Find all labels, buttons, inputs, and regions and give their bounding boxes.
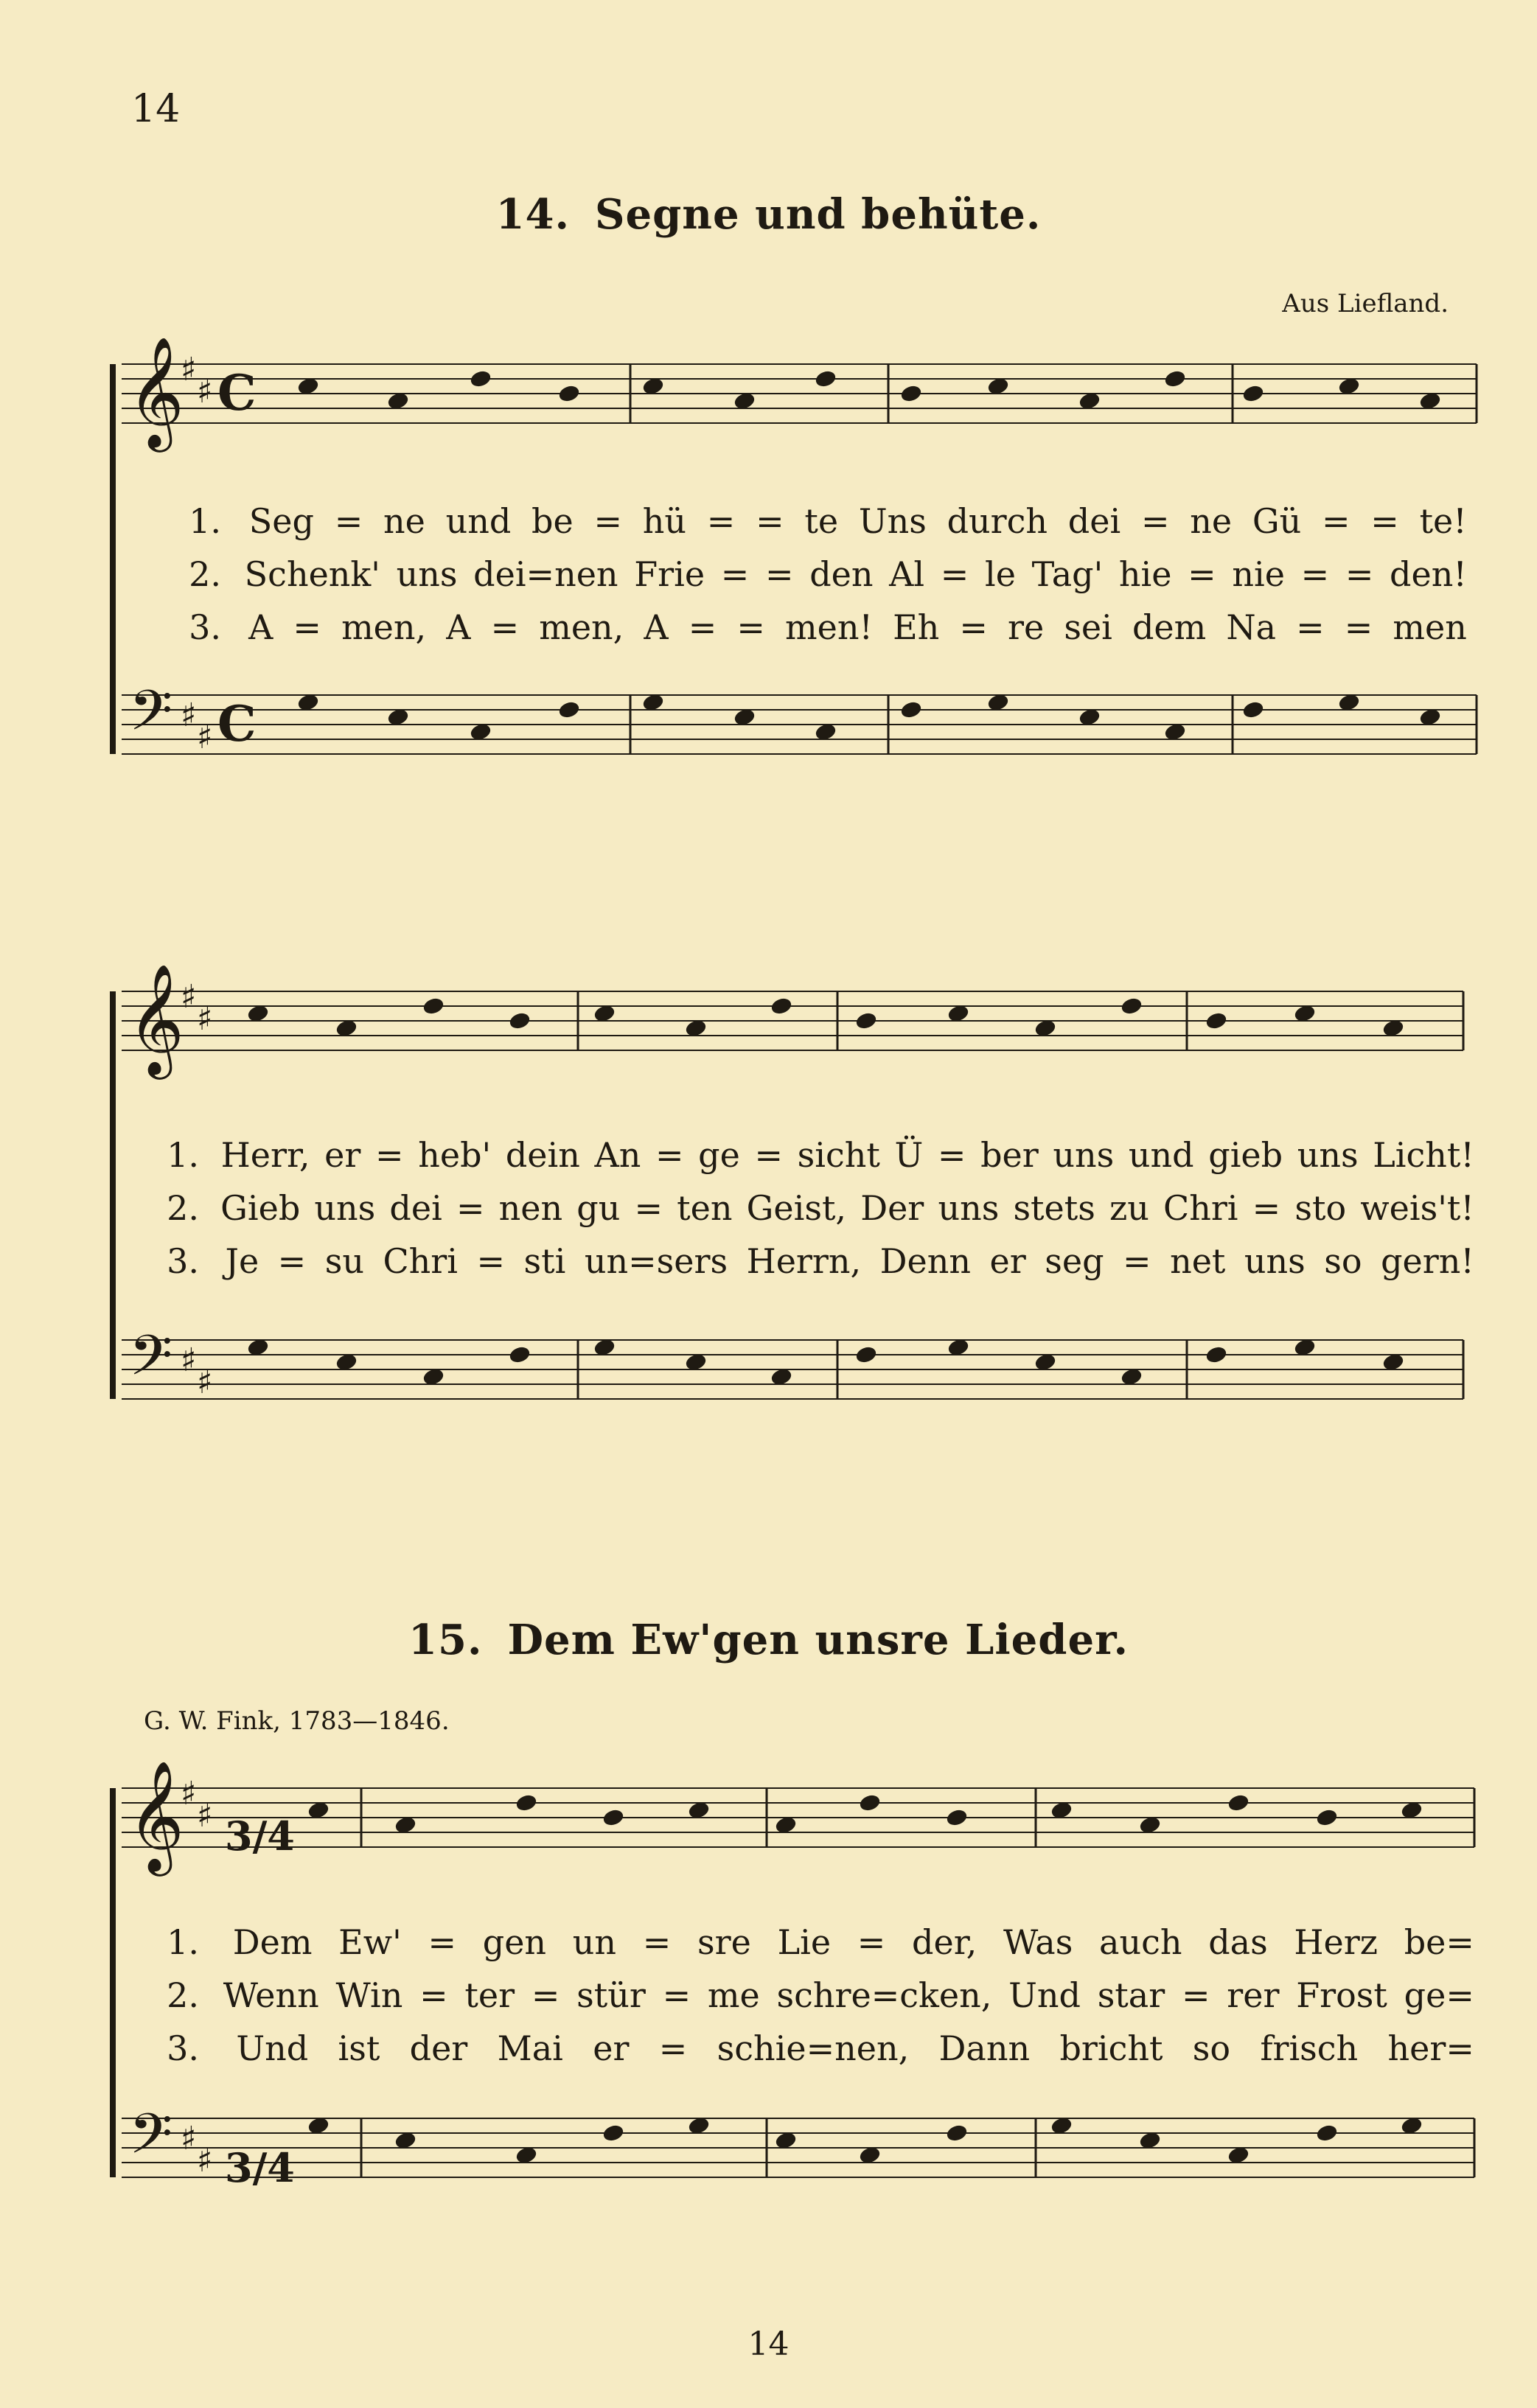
lyric-syllable: gern! <box>1381 1241 1474 1281</box>
note-head <box>516 2146 537 2163</box>
lyric-syllable: = <box>756 501 784 541</box>
lyric-syllable: nen <box>498 1188 563 1228</box>
lyric-syllable: Lie <box>777 1922 832 1962</box>
lyric-syllable: uns <box>1297 1135 1359 1175</box>
sharp-icon: ♯ <box>181 1775 197 1812</box>
lyric-syllable: Seg <box>248 501 314 541</box>
note-head <box>1401 2117 1422 2134</box>
lyric-syllable: = <box>857 1922 886 1962</box>
hymn-14-title-text: Segne und behüte. <box>595 190 1042 239</box>
lyric-syllable: = <box>1140 501 1170 541</box>
note-head <box>423 997 444 1014</box>
note-head <box>947 2124 967 2141</box>
note-head <box>308 1801 329 1818</box>
lyric-syllable: A <box>644 607 669 647</box>
note-head <box>1121 997 1142 1014</box>
note-head <box>1401 1801 1422 1818</box>
note-head <box>901 385 921 402</box>
note-head <box>594 1005 615 1022</box>
note-head <box>603 1809 624 1826</box>
lyric-syllable: uns <box>1053 1135 1115 1175</box>
lyric-syllable: ne <box>383 501 425 541</box>
lyric-syllable: den <box>809 554 874 594</box>
lyric-syllable: weis't! <box>1360 1188 1474 1228</box>
note-head <box>603 2124 624 2141</box>
lyric-syllable: = <box>634 1188 663 1228</box>
lyric-syllable: = <box>736 607 765 647</box>
lyric-syllable: te! <box>1419 501 1467 541</box>
lyric-syllable: = <box>1344 607 1373 647</box>
lyric-syllable: gu <box>576 1188 621 1228</box>
lyric-syllable: men <box>1393 607 1467 647</box>
note-head <box>1206 1012 1227 1029</box>
verse-number: 2. <box>167 1975 199 2015</box>
lyric-syllable: = <box>375 1135 404 1175</box>
sharp-icon: ♯ <box>181 978 197 1016</box>
lyric-syllable: = <box>940 554 969 594</box>
lyric-syllable: Mai <box>497 2028 563 2068</box>
lyric-syllable: durch <box>947 501 1048 541</box>
lyric-syllable: = <box>937 1135 966 1175</box>
lyric-syllable: ge= <box>1404 1975 1474 2015</box>
sharp-icon: ♯ <box>197 373 213 411</box>
note-head <box>1228 2146 1249 2163</box>
note-head <box>1243 701 1264 718</box>
lyric-syllable: Tag' <box>1031 554 1104 594</box>
lyric-syllable: nie <box>1232 554 1285 594</box>
lyric-syllable: Je <box>225 1241 259 1281</box>
score-staves <box>113 335 1477 2180</box>
lyric-syllable: = <box>754 1135 784 1175</box>
lyric-syllable: un <box>572 1922 617 1962</box>
bass-clef-icon: 𝄢 <box>129 2101 173 2180</box>
note-head <box>1383 1353 1404 1370</box>
lyric-syllable: = <box>959 607 988 647</box>
lyric-syllable: er <box>324 1135 361 1175</box>
lyric-syllable: = <box>428 1922 457 1962</box>
lyric-syllable: seg <box>1045 1241 1104 1281</box>
lyric-syllable: Na <box>1226 607 1277 647</box>
sharp-icon: ♯ <box>181 2120 197 2157</box>
note-head <box>1140 2132 1160 2149</box>
note-head <box>298 694 318 711</box>
note-head <box>423 1368 444 1385</box>
lyric-syllable: Was <box>1003 1922 1073 1962</box>
lyric-syllable: Herz <box>1294 1922 1378 1962</box>
lyric-syllable: den! <box>1390 554 1467 594</box>
lyric-syllable: Win <box>335 1975 403 2015</box>
note-head <box>470 723 491 740</box>
lyric-syllable: men! <box>785 607 873 647</box>
lyric-syllable: An <box>594 1135 641 1175</box>
lyric-syllable: Eh <box>893 607 940 647</box>
note-head <box>686 1019 706 1036</box>
lyric-syllable: = <box>1370 501 1399 541</box>
treble-clef-icon: 𝄞 <box>128 335 184 447</box>
verse-number: 3. <box>167 1241 199 1281</box>
verse-number: 1. <box>167 1135 199 1175</box>
lyric-syllable: = <box>1252 1188 1281 1228</box>
lyric-syllable: = <box>688 607 717 647</box>
note-head <box>860 2146 880 2163</box>
lyric-syllable: schre=cken, <box>776 1975 992 2015</box>
note-head <box>948 1005 969 1022</box>
lyric-syllable: schie=nen, <box>717 2028 910 2068</box>
lyric-syllable: dei <box>389 1188 442 1228</box>
lyric-syllable: er <box>989 1241 1026 1281</box>
lyric-syllable: er <box>593 2028 630 2068</box>
note-head <box>1079 708 1100 725</box>
lyric-syllable: gen <box>482 1922 547 1962</box>
lyric-syllable: = <box>1188 554 1216 594</box>
note-head <box>947 1809 967 1826</box>
verse-number: 1. <box>189 501 221 541</box>
lyric-syllable: Ew' <box>338 1922 402 1962</box>
note-head <box>988 694 1008 711</box>
verse-number: 2. <box>189 554 221 594</box>
lyric-syllable: das <box>1208 1922 1268 1962</box>
lyric-syllable: = <box>490 607 520 647</box>
note-head <box>1035 1353 1056 1370</box>
lyric-syllable: re <box>1008 607 1045 647</box>
lyric-syllable: Denn <box>879 1241 972 1281</box>
time-signature-bass: 3/4 <box>225 2144 295 2191</box>
lyric-syllable: bricht <box>1059 2028 1163 2068</box>
lyric-syllable: der, <box>912 1922 977 1962</box>
lyric-syllable: rer <box>1227 1975 1280 2015</box>
lyric-syllable: ten <box>677 1188 733 1228</box>
page-number-bottom: 14 <box>747 2325 790 2363</box>
sharp-icon: ♯ <box>197 719 213 756</box>
lyric-syllable: be <box>531 501 574 541</box>
note-head <box>1035 1019 1056 1036</box>
lyric-syllable: = <box>655 1135 684 1175</box>
note-head <box>1051 2117 1072 2134</box>
lyric-syllable: ist <box>338 2028 380 2068</box>
common-time-icon: C <box>217 364 257 422</box>
note-head <box>1420 392 1440 409</box>
lyric-syllable: Und <box>1008 1975 1081 2015</box>
hymn-15-title-text: Dem Ew'gen unsre Lieder. <box>507 1616 1129 1664</box>
note-head <box>948 1339 969 1355</box>
note-head <box>1339 694 1359 711</box>
note-head <box>1121 1368 1142 1385</box>
note-head <box>298 377 318 394</box>
note-head <box>1206 1346 1227 1363</box>
lyric-syllable: = <box>277 1241 307 1281</box>
lyric-syllable: = <box>293 607 321 647</box>
lyric-syllable: uns <box>1244 1241 1306 1281</box>
note-head <box>1420 708 1440 725</box>
note-head <box>1294 1005 1315 1022</box>
lyric-syllable: A <box>248 607 273 647</box>
lyric-syllable: und <box>1128 1135 1194 1175</box>
lyric-syllable: = <box>1345 554 1374 594</box>
note-head <box>734 392 755 409</box>
treble-clef-icon: 𝄞 <box>128 963 184 1075</box>
lyric-syllable: her= <box>1387 2028 1474 2068</box>
note-head <box>689 1801 709 1818</box>
note-head <box>856 1346 876 1363</box>
note-head <box>395 2132 416 2149</box>
note-head <box>815 370 836 387</box>
lyric-syllable: uns <box>314 1188 376 1228</box>
time-signature-treble: 3/4 <box>225 1812 295 1860</box>
lyric-syllable: star <box>1097 1975 1165 2015</box>
lyric-syllable: sto <box>1294 1188 1347 1228</box>
lyric-syllable: = <box>531 1975 560 2015</box>
lyric-syllable: te <box>804 501 839 541</box>
note-head <box>860 1794 880 1811</box>
lyric-syllable: dem <box>1132 607 1207 647</box>
lyric-syllable: me <box>707 1975 760 2015</box>
hymn-14-source: Aus Liefland. <box>1282 289 1449 318</box>
lyric-syllable: Herrn, <box>746 1241 862 1281</box>
lyric-syllable: = <box>764 554 794 594</box>
note-head <box>1165 370 1185 387</box>
lyric-syllable: = <box>1300 554 1330 594</box>
hymn-14-number: 14. <box>495 190 571 239</box>
note-head <box>856 1012 876 1029</box>
lyric-syllable: sicht <box>797 1135 880 1175</box>
note-head <box>689 2117 709 2134</box>
lyric-syllable: Al <box>889 554 925 594</box>
verse-number: 3. <box>167 2028 199 2068</box>
lyric-syllable: Frie <box>634 554 705 594</box>
lyric-syllable: net <box>1170 1241 1226 1281</box>
note-head <box>776 2132 796 2149</box>
treble-clef-icon: 𝄞 <box>128 1759 184 1871</box>
lyric-syllable: Schenk' <box>244 554 380 594</box>
note-head <box>336 1019 357 1036</box>
lyric-syllable: der <box>409 2028 468 2068</box>
note-head <box>643 377 663 394</box>
note-head <box>470 370 491 387</box>
note-head <box>395 1816 416 1833</box>
sharp-icon: ♯ <box>197 1797 213 1835</box>
verse-number: 2. <box>167 1188 199 1228</box>
lyric-syllable: dei=nen <box>473 554 618 594</box>
sharp-icon: ♯ <box>181 697 197 734</box>
lyric-syllable: Gieb <box>220 1188 301 1228</box>
lyric-syllable: Chri <box>1163 1188 1238 1228</box>
lyric-syllable: = <box>1181 1975 1210 2015</box>
lyric-syllable: ber <box>980 1135 1039 1175</box>
lyric-syllable: Und <box>236 2028 309 2068</box>
lyric-syllable: Der <box>860 1188 924 1228</box>
note-head <box>1383 1019 1404 1036</box>
sharp-icon: ♯ <box>181 1341 197 1379</box>
lyric-syllable: ge <box>698 1135 740 1175</box>
lyric-syllable: sti <box>523 1241 566 1281</box>
lyric-syllable: A <box>446 607 471 647</box>
lyric-syllable: heb' <box>418 1135 492 1175</box>
lyric-syllable: = <box>419 1975 448 2015</box>
lyric-syllable: uns <box>938 1188 1000 1228</box>
lyric-syllable: = <box>658 2028 688 2068</box>
lyric-syllable: be= <box>1404 1922 1474 1962</box>
note-head <box>248 1339 268 1355</box>
lyric-syllable: Herr, <box>220 1135 310 1175</box>
note-head <box>509 1346 530 1363</box>
lyric-syllable: auch <box>1099 1922 1182 1962</box>
hymn-15-source: G. W. Fink, 1783—1846. <box>144 1706 450 1736</box>
verse-number: 3. <box>189 607 221 647</box>
note-head <box>1294 1339 1315 1355</box>
lyric-syllable: = <box>662 1975 691 2015</box>
lyric-syllable: und <box>445 501 512 541</box>
lyric-syllable: = <box>720 554 750 594</box>
lyric-syllable: le <box>984 554 1016 594</box>
note-head <box>1140 1816 1160 1833</box>
note-head <box>594 1339 615 1355</box>
note-head <box>1051 1801 1072 1818</box>
lyric-syllable: Gü <box>1252 501 1302 541</box>
lyric-syllable: Wenn <box>223 1975 319 2015</box>
lyric-syllable: = <box>334 501 363 541</box>
lyric-syllable: stets <box>1013 1188 1095 1228</box>
lyric-syllable: = <box>706 501 736 541</box>
lyric-syllable: ne <box>1190 501 1233 541</box>
lyric-syllable: dei <box>1067 501 1121 541</box>
note-head <box>336 1353 357 1370</box>
lyric-syllable: = <box>476 1241 506 1281</box>
note-head <box>988 377 1008 394</box>
lyric-syllable: Dem <box>232 1922 313 1962</box>
lyric-syllable: su <box>324 1241 364 1281</box>
page-number-top: 14 <box>131 87 181 131</box>
note-head <box>1339 377 1359 394</box>
note-head <box>1317 2124 1337 2141</box>
lyric-syllable: men, <box>341 607 427 647</box>
lyric-syllable: men, <box>539 607 624 647</box>
note-head <box>1165 723 1185 740</box>
lyric-syllable: gieb <box>1208 1135 1283 1175</box>
bass-clef-icon: 𝄢 <box>129 1323 173 1402</box>
note-head <box>1243 385 1264 402</box>
note-head <box>643 694 663 711</box>
lyric-syllable: = <box>1321 501 1350 541</box>
note-head <box>734 708 755 725</box>
sharp-icon: ♯ <box>197 1000 213 1038</box>
lyric-syllable: stür <box>576 1975 646 2015</box>
note-head <box>248 1005 268 1022</box>
lyric-syllable: = <box>1296 607 1325 647</box>
lyric-syllable: Geist, <box>746 1188 847 1228</box>
lyric-syllable: ter <box>464 1975 515 2015</box>
lyric-syllable: = <box>642 1922 672 1962</box>
lyric-syllable: Uns <box>858 501 927 541</box>
sharp-icon: ♯ <box>181 351 197 388</box>
sharp-icon: ♯ <box>197 1364 213 1401</box>
lyric-syllable: frisch <box>1260 2028 1359 2068</box>
lyric-syllable: hü <box>642 501 687 541</box>
note-head <box>559 385 579 402</box>
bass-clef-icon: 𝄢 <box>129 678 173 757</box>
note-head <box>388 708 408 725</box>
note-head <box>559 701 579 718</box>
note-head <box>776 1816 796 1833</box>
note-head <box>771 997 792 1014</box>
note-head <box>1317 1809 1337 1826</box>
note-head <box>901 701 921 718</box>
note-head <box>815 723 836 740</box>
lyric-syllable: Chri <box>383 1241 458 1281</box>
verse-number: 1. <box>167 1922 199 1962</box>
lyric-syllable: zu <box>1109 1188 1149 1228</box>
lyric-syllable: so <box>1192 2028 1231 2068</box>
lyric-syllable: = <box>1123 1241 1151 1281</box>
note-head <box>686 1353 706 1370</box>
lyric-syllable: = <box>456 1188 485 1228</box>
lyric-syllable: Dann <box>938 2028 1031 2068</box>
lyric-syllable: so <box>1324 1241 1362 1281</box>
lyric-syllable: dein <box>505 1135 580 1175</box>
lyric-syllable: Ü <box>894 1135 924 1175</box>
lyric-syllable: Frost <box>1296 1975 1387 2015</box>
lyric-syllable: = <box>593 501 623 541</box>
sharp-icon: ♯ <box>197 2142 213 2180</box>
note-head <box>308 2117 329 2134</box>
note-head <box>1228 1794 1249 1811</box>
lyric-syllable: hie <box>1118 554 1172 594</box>
note-head <box>388 392 408 409</box>
hymn-15-number: 15. <box>408 1616 483 1664</box>
lyric-syllable: uns <box>396 554 458 594</box>
lyric-syllable: sei <box>1064 607 1112 647</box>
common-time-icon: C <box>217 695 257 753</box>
lyric-syllable: un=sers <box>584 1241 728 1281</box>
note-head <box>509 1012 530 1029</box>
note-head <box>516 1794 537 1811</box>
lyric-syllable: Licht! <box>1373 1135 1474 1175</box>
note-head <box>771 1368 792 1385</box>
lyric-syllable: sre <box>697 1922 751 1962</box>
note-head <box>1079 392 1100 409</box>
